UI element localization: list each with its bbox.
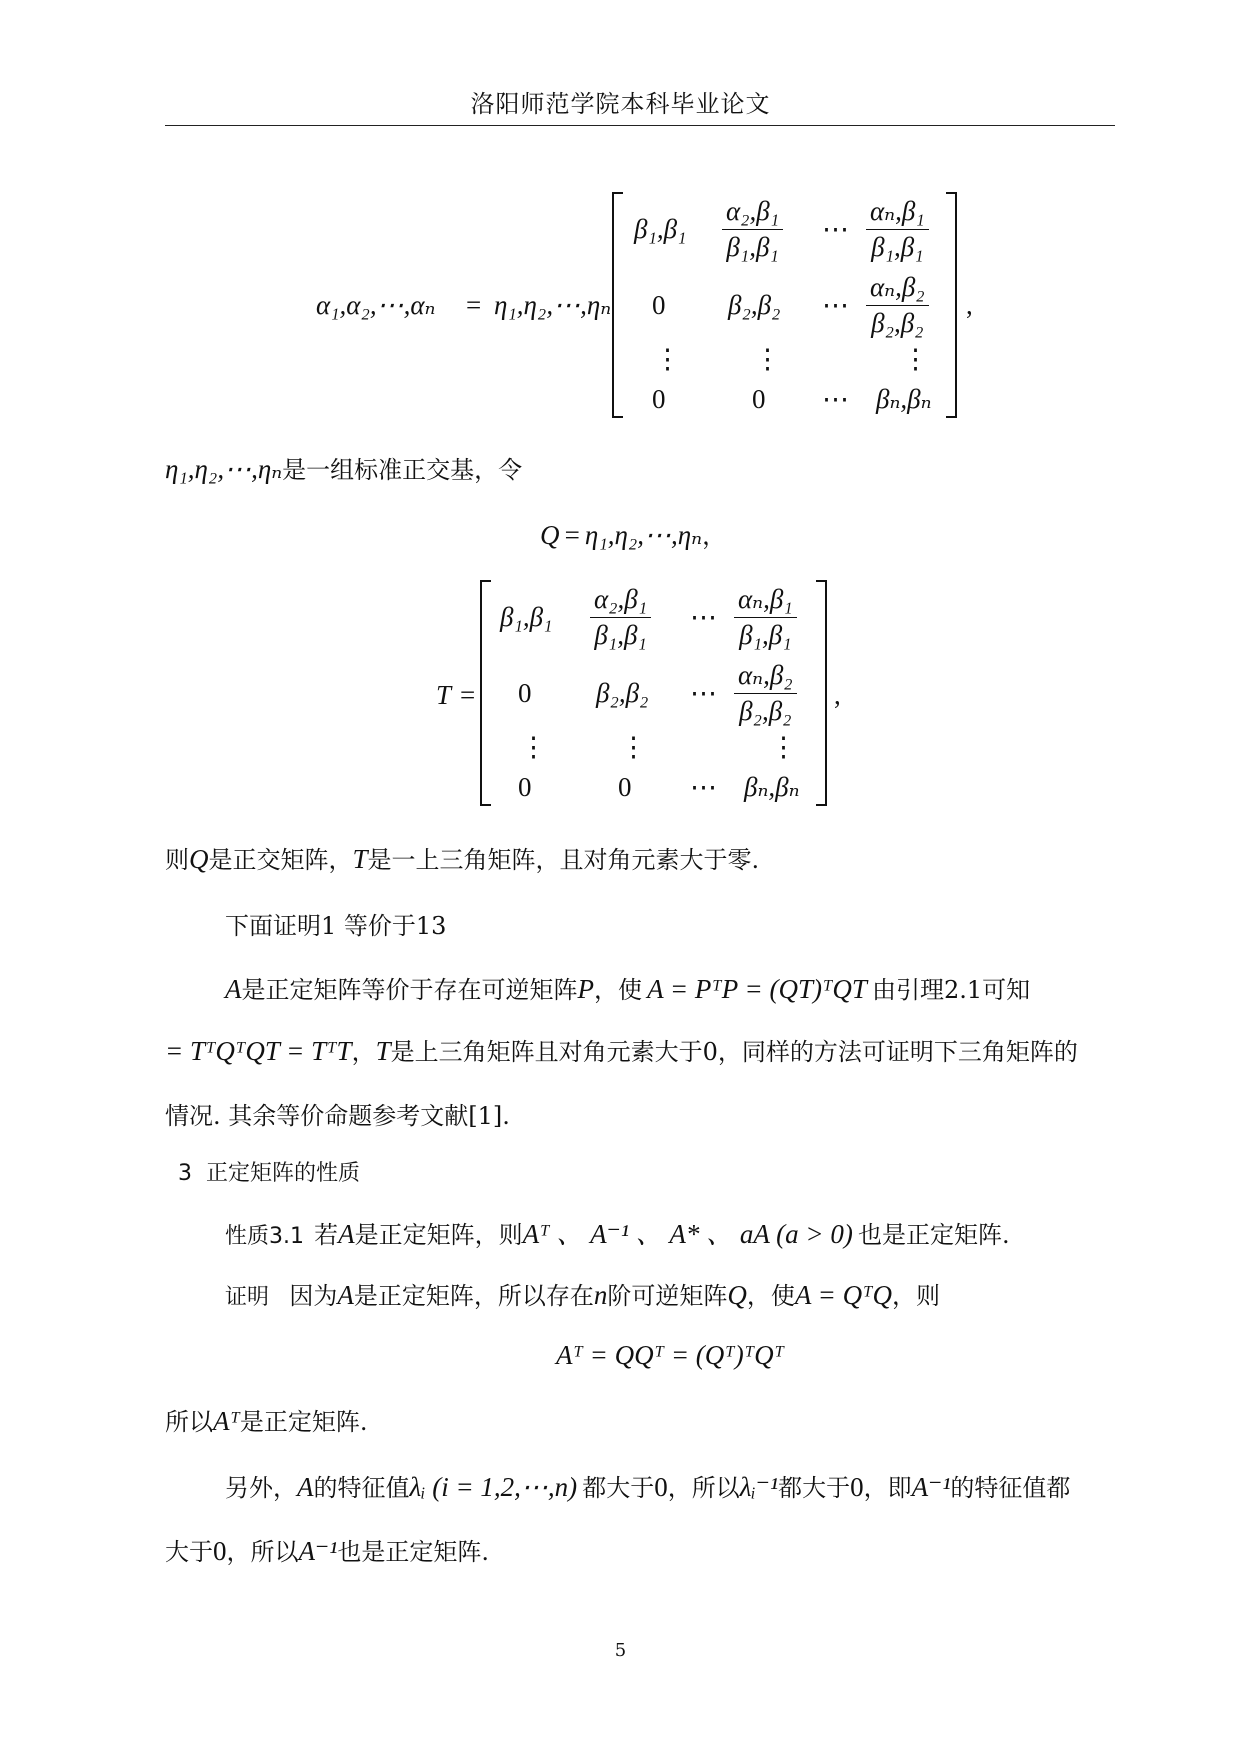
proof-t6: 所以: [165, 1408, 213, 1436]
m1-r1cn: [866, 196, 929, 263]
m1-r2c1: 0: [652, 290, 666, 320]
eig-ainv-1: A⁻¹: [911, 1472, 951, 1502]
m1-r3c1: ⋮: [654, 344, 681, 374]
proof-at: Aᵀ: [213, 1406, 240, 1436]
eig-zero-1: 0: [654, 1472, 668, 1502]
m1-r4c1: 0: [652, 384, 666, 414]
q-equals: =: [564, 520, 580, 550]
m2-r1cn: [734, 584, 797, 651]
matrix-1-left-bracket: [612, 192, 623, 418]
m2-r1-hdots: ⋯: [690, 602, 717, 632]
eig-t5: 都大于: [778, 1474, 851, 1502]
eig-t6: ，即: [863, 1474, 912, 1502]
m1-r3c2: ⋮: [754, 344, 781, 374]
eig-laminv: λᵢ⁻¹: [739, 1472, 779, 1502]
eig-t4: ，所以: [667, 1474, 740, 1502]
m2-r2c2: β₂,β₂: [596, 678, 649, 708]
m2-r2c1: 0: [518, 678, 532, 708]
eq1-equals: =: [466, 290, 482, 320]
conclusion-t: T: [352, 844, 368, 874]
prop-list: Aᵀ 、 A⁻¹ 、 A* 、 aA (a > 0): [522, 1219, 853, 1249]
section-title: 正定矩阵的性质: [206, 1161, 361, 1186]
pd-expr2: = TᵀQᵀQT = TᵀT: [165, 1036, 352, 1066]
proof-t3: 阶可逆矩阵: [607, 1282, 728, 1310]
conclusion-mid1: 是正交矩阵，: [208, 846, 353, 874]
m1-r1-hdots: ⋯: [822, 214, 849, 244]
m1-r1c1: β₁,β₁: [634, 214, 687, 244]
pd-line-1: [225, 970, 1030, 1005]
eig-zero-2: 0: [850, 1472, 864, 1502]
conclusion-pre: 则: [165, 846, 189, 874]
m1-r1cn-num: αₙ,β₁: [870, 196, 925, 226]
m1-r4cn: βₙ,βₙ: [876, 384, 932, 414]
m1-r4-hdots: ⋯: [822, 384, 849, 414]
pd-line-2: [165, 1032, 1078, 1067]
m1-r2cn: [866, 272, 929, 339]
m1-r2c2: β₂,β₂: [728, 290, 781, 320]
conclusion-mid2: 是一上三角矩阵，且对角元素大于零.: [367, 846, 760, 874]
section-heading: [178, 1156, 360, 1187]
pd-line-3: 情况. 其余等价命题参考文献[1].: [165, 1102, 510, 1130]
q-rhs: η₁,η₂,⋯,ηₙ: [584, 520, 703, 550]
pd-t1: 是正定矩阵等价于存在可逆矩阵: [241, 976, 578, 1004]
q-symbol: Q: [540, 520, 560, 550]
matrix-2-right-bracket: [816, 580, 827, 806]
eig-t2: 的特征值: [313, 1474, 410, 1502]
t-equals: =: [460, 680, 476, 710]
pd-t5: 是上三角矩阵且对角元素大于0，同样的方法可证明下三角矩阵的: [390, 1038, 1078, 1066]
proof-t2: 是正定矩阵，所以存在: [353, 1282, 594, 1310]
m2-r1c2-den: β₁,β₁: [590, 617, 651, 651]
eq1-eta-vector: η₁,η₂,⋯,ηₙ: [494, 290, 612, 320]
eig-ainv-2: A⁻¹: [298, 1536, 338, 1566]
conclusion-line: [165, 840, 759, 875]
m2-r3c1: ⋮: [520, 732, 547, 762]
eig-a: A: [297, 1472, 314, 1502]
proof-a: A: [337, 1280, 354, 1310]
proof-display-eq: Aᵀ = QQᵀ = (Qᵀ)ᵀQᵀ: [556, 1340, 785, 1370]
proof-t4: ，使: [746, 1282, 795, 1310]
orth-basis-line: [165, 450, 522, 485]
eig-line-1: [225, 1468, 1070, 1503]
proof-t1: 因为: [289, 1282, 338, 1310]
m2-r2cn-num: αₙ,β₂: [738, 660, 793, 690]
proof-label: 证明: [225, 1285, 270, 1310]
t-trail: ,: [834, 680, 841, 710]
m2-r4c2: 0: [618, 772, 632, 802]
m1-r1c2-num: α₂,β₁: [726, 196, 780, 226]
prop-t1: 若: [314, 1221, 339, 1249]
eig-lam: λᵢ (i = 1,2,⋯,n): [409, 1472, 578, 1502]
eig-t8: 大于: [165, 1538, 213, 1566]
m1-r4c2: 0: [752, 384, 766, 414]
m2-r1cn-num: αₙ,β₁: [738, 584, 793, 614]
proof-q: Q: [727, 1280, 747, 1310]
proof-intro: 下面证明1 等价于13: [225, 912, 447, 940]
pd-t3: 由引理2.1可知: [872, 976, 1031, 1004]
proof-line-1: [225, 1276, 940, 1311]
eig-line-2: [165, 1532, 489, 1567]
section-number: 3: [178, 1161, 192, 1186]
proof-line-3: [165, 1402, 368, 1437]
pd-t2: ，使: [594, 976, 642, 1004]
page-number: 5: [614, 1640, 627, 1661]
m2-r1c2-num: α₂,β₁: [594, 584, 648, 614]
eig-t7: 的特征值都: [950, 1474, 1071, 1502]
m2-r4-hdots: ⋯: [690, 772, 717, 802]
eig-t10: 也是正定矩阵.: [337, 1538, 489, 1566]
m2-r1c1: β₁,β₁: [500, 602, 553, 632]
orth-vars: η₁,η₂,⋯,ηₙ: [165, 454, 283, 484]
m2-r4cn: βₙ,βₙ: [744, 772, 800, 802]
orth-text: 是一组标准正交基，令: [282, 456, 523, 484]
m1-r1cn-den: β₁,β₁: [866, 229, 929, 263]
m2-r3c2: ⋮: [620, 732, 647, 762]
pd-expr: A = PᵀP = (QT)ᵀQT: [647, 974, 867, 1004]
m2-r1cn-den: β₁,β₁: [734, 617, 797, 651]
proof-n: n: [593, 1280, 608, 1310]
pd-p: P: [577, 974, 594, 1004]
m1-r3cn: ⋮: [902, 344, 929, 374]
eq1-lhs: α₁,α₂,⋯,αₙ: [316, 290, 436, 320]
m2-r4c1: 0: [518, 772, 532, 802]
m1-r1c2: [722, 196, 783, 263]
m1-r2cn-num: αₙ,β₂: [870, 272, 925, 302]
eig-t1: 另外，: [225, 1474, 297, 1502]
m2-r2cn: [734, 660, 797, 727]
eq1-comma: ,: [966, 290, 973, 320]
header-rule: [165, 125, 1115, 126]
q-definition: [540, 516, 726, 551]
q-trail: ，: [702, 522, 727, 550]
matrix-1-right-bracket: [946, 192, 957, 418]
conclusion-q: Q: [189, 844, 209, 874]
m2-r2cn-den: β₂,β₂: [734, 693, 797, 727]
m2-r3cn: ⋮: [770, 732, 797, 762]
eig-t3: 都大于: [582, 1474, 655, 1502]
prop-a: A: [338, 1219, 355, 1249]
eig-t9: ，所以: [226, 1538, 299, 1566]
running-header: 洛阳师范学院本科毕业论文: [470, 90, 771, 118]
prop-t3: 也是正定矩阵.: [857, 1221, 1010, 1249]
property-3-1: [225, 1212, 1010, 1251]
m1-r1c2-den: β₁,β₁: [722, 229, 783, 263]
proof-t7: 是正定矩阵.: [239, 1408, 368, 1436]
proof-t5: ，则: [892, 1282, 941, 1310]
pd-tv: T: [375, 1036, 391, 1066]
prop-t2: 是正定矩阵，则: [354, 1221, 523, 1249]
eig-zero-3: 0: [213, 1536, 227, 1566]
prop-label: 性质3.1: [225, 1224, 304, 1249]
proof-expr: A = QᵀQ: [794, 1280, 893, 1310]
m1-r2-hdots: ⋯: [822, 290, 849, 320]
m2-r2-hdots: ⋯: [690, 678, 717, 708]
m1-r2cn-den: β₂,β₂: [866, 305, 929, 339]
matrix-2-left-bracket: [480, 580, 491, 806]
m2-r1c2: [590, 584, 651, 651]
t-symbol: T: [436, 680, 452, 710]
pd-t4: ，: [351, 1038, 376, 1066]
pd-a: A: [225, 974, 242, 1004]
